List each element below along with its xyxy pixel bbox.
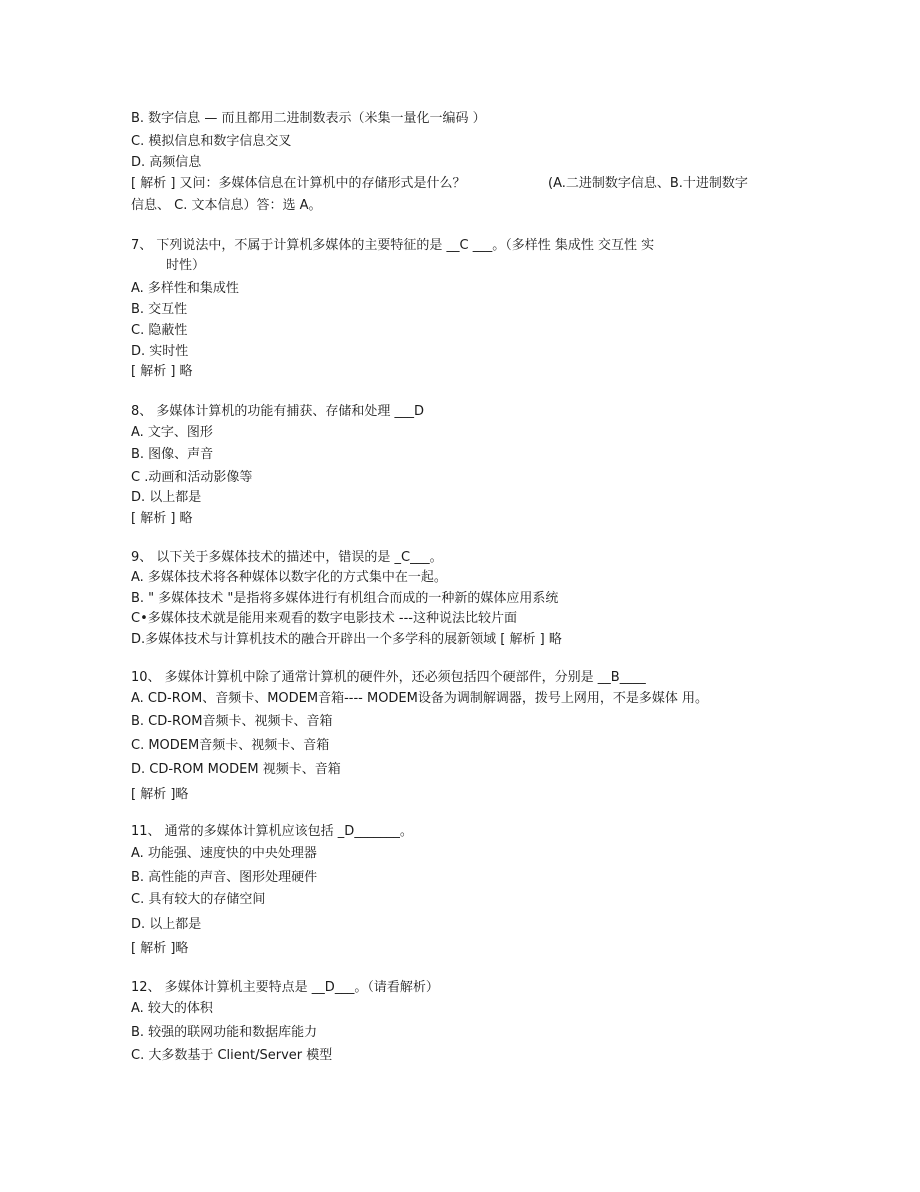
q9-option-b: B. " 多媒体技术 "是指将多媒体进行有机组合而成的一种新的媒体应用系统	[131, 591, 559, 606]
question-10: 10、 多媒体计算机中除了通常计算机的硬件外，还必须包括四个硬部件，分别是 __B____	[131, 670, 646, 685]
q12-option-a: A. 较大的体积	[131, 1001, 213, 1016]
option-c-analog-digital: C. 模拟信息和数字信息交叉	[131, 134, 292, 149]
q9-option-c: C•多媒体技术就是能用来观看的数字电影技术 ---这种说法比较片面	[131, 611, 517, 626]
q9-option-a: A. 多媒体技术将各种媒体以数字化的方式集中在一起。	[131, 570, 447, 585]
question-9: 9、 以下关于多媒体技术的描述中，错误的是 _C___。	[131, 550, 443, 565]
q7-analysis: [ 解析 ] 略	[131, 364, 193, 379]
q9-option-d-analysis: D.多媒体技术与计算机技术的融合开辟出一个多学科的展新领域 [ 解析 ] 略	[131, 632, 562, 647]
analysis-question: [ 解析 ] 又问：多媒体信息在计算机中的存储形式是什么？	[131, 176, 466, 191]
option-d-high-frequency: D. 高频信息	[131, 155, 202, 170]
q11-option-a: A. 功能强、速度快的中央处理器	[131, 846, 317, 861]
question-8: 8、 多媒体计算机的功能有捕获、存储和处理 ___D	[131, 404, 425, 419]
q10-option-a: A. CD-ROM、音频卡、MODEM音箱---- MODEM设备为调制解调器，拨号上网用，不是多媒体 用。	[131, 691, 708, 706]
q7-option-a: A. 多样性和集成性	[131, 281, 239, 296]
q8-option-d: D. 以上都是	[131, 490, 202, 505]
q8-option-c: C .动画和活动影像等	[131, 470, 253, 485]
q11-option-b: B. 高性能的声音、图形处理硬件	[131, 870, 318, 885]
analysis-options: (A.二进制数字信息、B.十进制数字	[548, 176, 748, 191]
q8-option-a: A. 文字、图形	[131, 425, 213, 440]
q12-option-b: B. 较强的联网功能和数据库能力	[131, 1025, 318, 1040]
question-11: 11、 通常的多媒体计算机应该包括 _D_______。	[131, 824, 413, 839]
option-b-digital-info: B. 数字信息 — 而且都用二进制数表示（米集一量化一编码 ）	[131, 111, 486, 126]
q11-analysis: [ 解析 ]略	[131, 941, 189, 956]
analysis-answer: 信息、 C. 文本信息）答：选 A。	[131, 198, 322, 213]
q10-analysis: [ 解析 ]略	[131, 787, 189, 802]
q11-option-d: D. 以上都是	[131, 917, 202, 932]
question-12: 12、 多媒体计算机主要特点是 __D___。（请看解析）	[131, 980, 439, 995]
q10-option-b: B. CD-ROM音频卡、视频卡、音箱	[131, 714, 333, 729]
question-7: 7、 下列说法中，不属于计算机多媒体的主要特征的是 __C ___。（多样性 集成性 交互性 实	[131, 238, 655, 253]
q10-option-d: D. CD-ROM MODEM 视频卡、音箱	[131, 762, 341, 777]
q7-option-c: C. 隐蔽性	[131, 323, 188, 338]
q7-option-b: B. 交互性	[131, 302, 188, 317]
question-7-continued: 时性）	[166, 258, 206, 273]
q8-analysis: [ 解析 ] 略	[131, 511, 193, 526]
q11-option-c: C. 具有较大的存储空间	[131, 892, 266, 907]
q10-option-c: C. MODEM音频卡、视频卡、音箱	[131, 738, 330, 753]
q12-option-c: C. 大多数基于 Client/Server 模型	[131, 1048, 333, 1063]
q7-option-d: D. 实时性	[131, 344, 189, 359]
q8-option-b: B. 图像、声音	[131, 447, 214, 462]
